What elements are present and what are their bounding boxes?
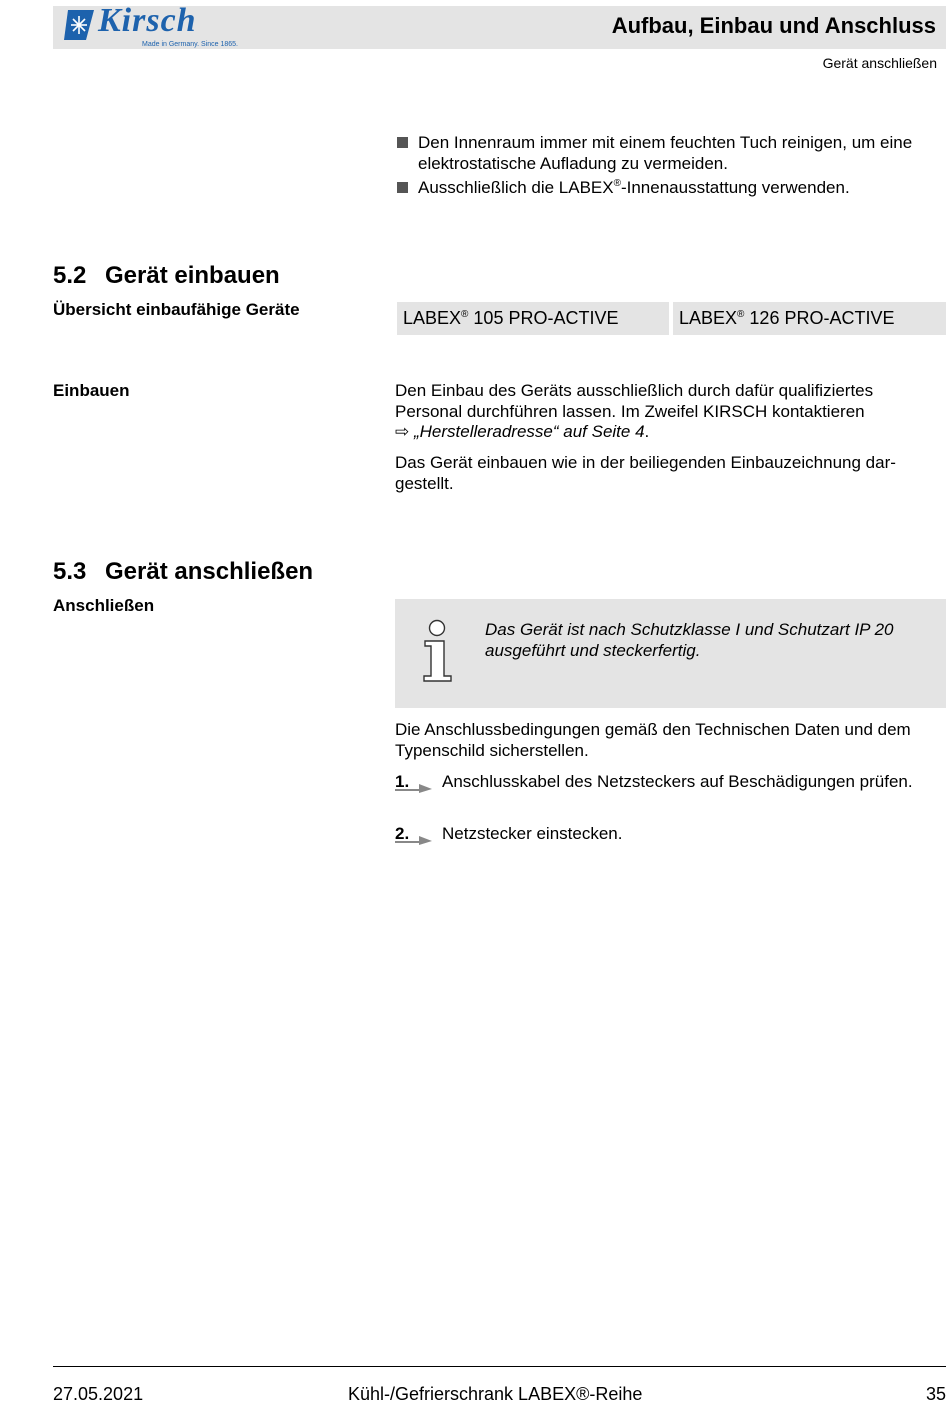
install-paragraph bbox=[395, 381, 940, 443]
overview-label: Übersicht einbaufähige Geräte bbox=[53, 300, 300, 319]
install-text: Den Einbau des Geräts ausschließlich durch dafür qualifiziertes Personal durchführen lassen. Im Zweifel KIRSCH kontaktieren bbox=[395, 381, 874, 421]
section-subtitle: Gerät anschließen bbox=[822, 55, 937, 71]
kirsch-logo bbox=[64, 2, 254, 50]
footer-divider bbox=[53, 1366, 946, 1367]
registered-mark: ® bbox=[613, 178, 621, 189]
step-text: Netzstecker einstecken. bbox=[442, 824, 623, 843]
snowflake-emblem-icon bbox=[64, 8, 100, 42]
section-title: Gerät anschließen bbox=[105, 558, 314, 585]
section-heading-5-3 bbox=[53, 558, 313, 586]
page-number: 35 bbox=[925, 1384, 946, 1404]
step-item bbox=[395, 772, 940, 793]
logo-tagline: Made in Germany. Since 1865. bbox=[142, 41, 238, 48]
section-number: 5.3 bbox=[53, 558, 87, 585]
install-label: Einbauen bbox=[53, 381, 130, 400]
model-name: 126 PRO-ACTIVE bbox=[744, 308, 895, 328]
step-number: 2. bbox=[395, 824, 410, 843]
registered-mark: ® bbox=[737, 309, 745, 320]
step-arrow-icon bbox=[395, 833, 435, 845]
square-bullet-icon bbox=[397, 137, 408, 148]
punctuation: . bbox=[644, 422, 650, 441]
section-number: 5.2 bbox=[53, 262, 87, 289]
footer-product: Kühl-/Gefrierschrank LABEX®-Reihe bbox=[348, 1384, 643, 1404]
bullet-text-after: -Innenausstattung verwenden. bbox=[620, 178, 850, 197]
step-item bbox=[395, 824, 940, 845]
conditions-paragraph: Die Anschlussbedingungen gemäß den Technischen Daten und dem Typenschild sicherstellen. bbox=[395, 720, 911, 760]
list-item bbox=[397, 132, 937, 174]
section-title: Gerät einbauen bbox=[105, 262, 280, 289]
install-paragraph-2: Das Gerät einbauen wie in der beiliegenden Einbauzeichnung dar-gestellt. bbox=[395, 453, 896, 493]
info-icon bbox=[420, 619, 456, 683]
model-cell bbox=[673, 302, 946, 335]
connect-label: Anschließen bbox=[53, 596, 155, 615]
footer-date: 27.05.2021 bbox=[53, 1384, 144, 1404]
cross-reference-link[interactable]: „Herstelleradresse“ auf Seite 4 bbox=[413, 422, 645, 441]
bullet-text: Den Innenraum immer mit einem feuchten Tuch reinigen, um eine elektrostatische Aufladung zu vermeiden. bbox=[418, 133, 913, 173]
intro-bullet-list bbox=[397, 132, 937, 201]
logo-wordmark: Kirsch bbox=[98, 2, 197, 39]
list-item bbox=[397, 177, 937, 198]
registered-mark: ® bbox=[461, 309, 469, 320]
square-bullet-icon bbox=[397, 182, 408, 193]
info-note-text: Das Gerät ist nach Schutzklasse I und Schutzart IP 20 ausgeführt und steckerfertig. bbox=[485, 620, 894, 660]
chapter-title: Aufbau, Einbau und Anschluss bbox=[611, 13, 936, 38]
model-brand: LABEX bbox=[679, 308, 738, 328]
info-note-box bbox=[395, 599, 946, 708]
cross-reference-arrow-icon: ⇨ bbox=[395, 422, 410, 441]
step-text: Anschlusskabel des Netzsteckers auf Beschädigungen prüfen. bbox=[442, 772, 913, 791]
step-arrow-icon bbox=[395, 781, 435, 793]
model-name: 105 PRO-ACTIVE bbox=[468, 308, 619, 328]
section-heading-5-2 bbox=[53, 262, 280, 290]
step-number: 1. bbox=[395, 772, 410, 791]
bullet-text-before: Ausschließlich die LABEX bbox=[418, 178, 614, 197]
model-brand: LABEX bbox=[403, 308, 462, 328]
model-cell bbox=[397, 302, 669, 335]
